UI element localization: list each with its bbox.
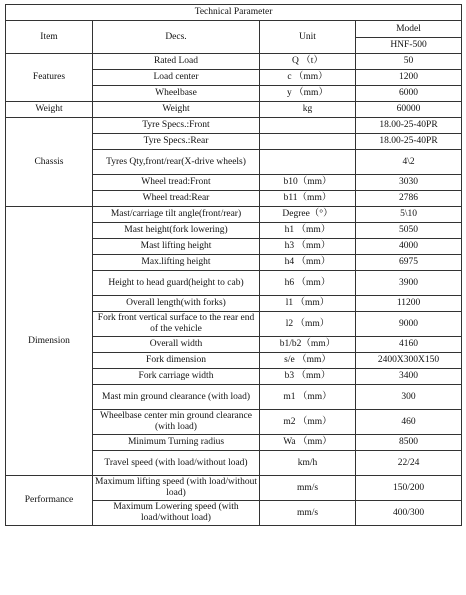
row-description: Mast height(fork lowering) (93, 223, 260, 239)
table-row (6, 476, 462, 501)
row-description: Weight (93, 102, 260, 118)
row-value: 4000 (356, 239, 462, 255)
row-unit: h6 （mm） (260, 271, 356, 296)
row-description: Wheel tread:Front (93, 175, 260, 191)
row-unit (260, 150, 356, 175)
row-unit: Degree（°） (260, 207, 356, 223)
row-unit: s/e （mm） (260, 353, 356, 369)
row-description: Maximum Lowering speed (with load/without load) (93, 501, 260, 526)
row-description: Rated Load (93, 54, 260, 70)
row-unit: mm/s (260, 501, 356, 526)
row-unit: y （mm） (260, 86, 356, 102)
row-unit: h1 （mm） (260, 223, 356, 239)
row-description: Fork dimension (93, 353, 260, 369)
group-label: Weight (6, 102, 93, 118)
header-model: Model (356, 21, 462, 38)
row-unit: km/h (260, 451, 356, 476)
group-label: Features (6, 54, 93, 102)
row-description: Fork front vertical surface to the rear end of the vehicle (93, 312, 260, 337)
row-value: 2400X300X150 (356, 353, 462, 369)
row-value: 5\10 (356, 207, 462, 223)
row-description: Maximum lifting speed (with load/without load) (93, 476, 260, 501)
row-description: Wheel tread:Rear (93, 191, 260, 207)
row-unit: h3 （mm） (260, 239, 356, 255)
row-value: 2786 (356, 191, 462, 207)
row-unit: c （mm） (260, 70, 356, 86)
row-value: 9000 (356, 312, 462, 337)
row-unit: Q （t） (260, 54, 356, 70)
row-description: Overall length(with forks) (93, 296, 260, 312)
row-description: Mast/carriage tilt angle(front/rear) (93, 207, 260, 223)
row-unit: b3 （mm） (260, 369, 356, 385)
row-value: 60000 (356, 102, 462, 118)
group-label: Performance (6, 476, 93, 526)
header-model-name: HNF-500 (356, 38, 462, 54)
row-description: Overall width (93, 337, 260, 353)
row-description: Mast lifting height (93, 239, 260, 255)
row-unit: h4 （mm） (260, 255, 356, 271)
row-value: 1200 (356, 70, 462, 86)
header-item: Item (6, 21, 93, 54)
row-unit: m2 （mm） (260, 410, 356, 435)
row-value: 5050 (356, 223, 462, 239)
row-value: 4160 (356, 337, 462, 353)
table-row (6, 118, 462, 134)
row-value: 4\2 (356, 150, 462, 175)
row-unit (260, 134, 356, 150)
row-value: 3900 (356, 271, 462, 296)
table-row (6, 54, 462, 70)
header-desc: Decs. (93, 21, 260, 54)
row-description: Fork carriage width (93, 369, 260, 385)
row-unit: l1 （mm） (260, 296, 356, 312)
table-row (6, 102, 462, 118)
row-description: Height to head guard(height to cab) (93, 271, 260, 296)
row-description: Minimum Turning radius (93, 435, 260, 451)
row-description: Tyre Specs.:Front (93, 118, 260, 134)
row-unit: b11（mm） (260, 191, 356, 207)
row-value: 18.00-25-40PR (356, 134, 462, 150)
row-unit: b10（mm） (260, 175, 356, 191)
row-unit: mm/s (260, 476, 356, 501)
row-value: 300 (356, 385, 462, 410)
row-value: 50 (356, 54, 462, 70)
row-unit: kg (260, 102, 356, 118)
row-description: Max.lifting height (93, 255, 260, 271)
spec-sheet (5, 4, 462, 526)
row-unit (260, 118, 356, 134)
row-description: Wheelbase (93, 86, 260, 102)
row-description: Mast min ground clearance (with load) (93, 385, 260, 410)
row-description: Load center (93, 70, 260, 86)
row-value: 8500 (356, 435, 462, 451)
row-description: Travel speed (with load/without load) (93, 451, 260, 476)
header-unit: Unit (260, 21, 356, 54)
row-description: Tyres Qty,front/rear(X-drive wheels) (93, 150, 260, 175)
row-value: 18.00-25-40PR (356, 118, 462, 134)
header-row (6, 21, 462, 38)
row-value: 150/200 (356, 476, 462, 501)
row-value: 22/24 (356, 451, 462, 476)
technical-parameter-table (5, 4, 462, 526)
table-title: Technical Parameter (6, 5, 462, 21)
group-label: Dimension (6, 207, 93, 476)
table-row (6, 207, 462, 223)
row-unit: Wa （mm） (260, 435, 356, 451)
row-value: 6000 (356, 86, 462, 102)
row-value: 6975 (356, 255, 462, 271)
row-value: 3400 (356, 369, 462, 385)
row-unit: m1 （mm） (260, 385, 356, 410)
row-value: 460 (356, 410, 462, 435)
title-row (6, 5, 462, 21)
row-value: 11200 (356, 296, 462, 312)
row-description: Tyre Specs.:Rear (93, 134, 260, 150)
row-value: 400/300 (356, 501, 462, 526)
table-body (6, 5, 462, 526)
row-unit: l2 （mm） (260, 312, 356, 337)
row-unit: b1/b2（mm） (260, 337, 356, 353)
row-value: 3030 (356, 175, 462, 191)
group-label: Chassis (6, 118, 93, 207)
row-description: Wheelbase center min ground clearance (with load) (93, 410, 260, 435)
